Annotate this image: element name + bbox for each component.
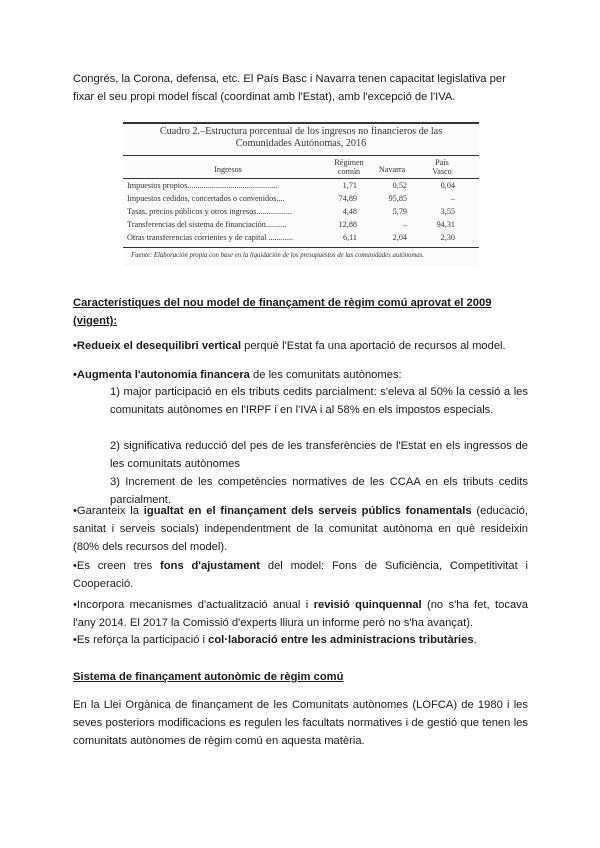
row-pais-vasco: 0,04 (440, 181, 455, 190)
row-pais-vasco: 94,31 (436, 220, 455, 229)
row-regimen: 1,71 (342, 181, 357, 190)
bullet-text: (educació, sanitat i serveis socials) independentment de la comunitat autònoma en què resideixin (80% dels recursos del model). (73, 505, 528, 554)
bullet-text: •Garanteix la (73, 505, 144, 517)
table-bottom-rule (123, 247, 479, 248)
table-row (123, 207, 479, 219)
bullet-text: (no s'ha fet, tocava l'any 2014. El 2017 la Comissió d'experts lliura un informe però no s'ha avançat). (73, 599, 528, 630)
table-caption (123, 126, 479, 149)
bullet-financial-autonomy (73, 366, 528, 384)
bullet-vertical-imbalance (73, 337, 528, 355)
table-header-bottom-rule (123, 178, 479, 179)
sub-item-2: 2) significativa reducció del pes de les transferències de l'Estat en els ingressos de les comunitats autònomes (110, 440, 528, 471)
row-pais-vasco: – (450, 194, 455, 203)
table-figure (123, 122, 479, 266)
row-label: Impuestos cedidos, concertados o convenidos.... (127, 194, 285, 203)
row-navarra: 95,85 (388, 194, 407, 203)
table-row (123, 194, 479, 206)
header-pais-vasco: País Vasco (432, 158, 452, 176)
row-regimen: 74,89 (338, 194, 357, 203)
row-regimen: 6,11 (342, 233, 357, 242)
row-label: Tasas, precios públicos y otros ingresos................. (127, 207, 292, 216)
table-row (123, 220, 479, 232)
sub-item-1: 1) major participació en els tributs cedits parcialment: s'eleva al 50% la cessió a les comunitats autònomes en l'IRPF i en l'IVA i al 58% en els impostos especials. (110, 386, 528, 417)
bullet-equality (73, 502, 528, 557)
section2-heading: Sistema de finançament autonòmic de règim comú (73, 671, 344, 683)
row-pais-vasco: 3,55 (440, 207, 455, 216)
table-row (123, 233, 479, 245)
row-label: Otras transferencias corrientes y de capital ............ (127, 233, 293, 242)
table-top-rule (123, 122, 479, 124)
bullet-text: del model: Fons de Suficiència, Competitivitat i Cooperació. (73, 560, 528, 591)
section1-heading-line-1: Característiques del nou model de finançament de règim comú aprovat el 2009 (73, 297, 492, 309)
bullet-bold: revisió quinquennal (313, 599, 422, 611)
row-navarra: 5,79 (392, 207, 407, 216)
table-caption-line-2: Comunidades Autónomas, 2016 (235, 137, 367, 149)
table-row (123, 181, 479, 193)
bullet-revision (73, 596, 528, 632)
row-regimen: 4,48 (342, 207, 357, 216)
row-label: Impuestos propios............................................ (127, 181, 278, 190)
bullet-text: . (473, 634, 477, 646)
table-source: Fuente: Elaboración propia con base en la liquidación de los presupuestos de las comunidades autónomas. (131, 252, 425, 259)
bullet-collaboration (73, 631, 528, 649)
row-pais-vasco: 2,30 (440, 233, 455, 242)
bullet-text: •Es reforça la participació i (73, 634, 209, 646)
section1-heading (73, 294, 528, 330)
header-navarra: Navarra (378, 165, 406, 174)
header-regimen: Régimen común (334, 158, 364, 176)
bullet-bold: igualtat en el finançament dels serveis públics fonamentals (143, 505, 472, 517)
row-regimen: 12,88 (338, 220, 357, 229)
section1-heading-line-2: (vigent): (73, 315, 118, 328)
bullet-text: •Es creen tres (73, 560, 161, 572)
table-caption-line-1: Cuadro 2.–Estructura porcentual de los ingresos no financieros de las (159, 126, 443, 137)
header-ingresos: Ingresos (214, 165, 242, 174)
section2-paragraph: En la Llei Orgànica de finançament de les Comunitats autònomes (LOFCA) de 1980 i les seves posteriors modificacions es regulen les facultats normatives i de gestió que tenen les comunitats autònomes de règim comú en aquesta matèria. (73, 699, 528, 748)
bullet-text: •Incorpora mecanismes d'actualització anual i (73, 599, 314, 611)
row-navarra: – (402, 220, 407, 229)
intro-paragraph (73, 70, 528, 106)
intro-line-2: fixar el seu propi model fiscal (coordinat amb l'Estat), amb l'excepció de l'IVA. (73, 91, 456, 104)
sub-item-3: 3) Increment de les competències normatives de les CCAA en els tributs cedits parcialment. (110, 476, 528, 507)
bullet-bold: •Redueix el desequilibri vertical (73, 340, 242, 352)
table-header-top-rule (123, 155, 479, 156)
bullet-text: perquè l'Estat fa una aportació de recursos al model. (241, 340, 506, 352)
row-navarra: 0,52 (392, 181, 407, 190)
bullet-bold: fons d'ajustament (160, 560, 261, 572)
row-label: Transferencias del sistema de financiación.......... (127, 220, 287, 229)
bullet-adjustment-funds (73, 557, 528, 593)
bullet-bold: col·laboració entre les administracions tributàries (208, 634, 474, 646)
intro-line-1: Congrés, la Corona, defensa, etc. El País Basc i Navarra tenen capacitat legislativa per (73, 73, 506, 85)
bullet-text: de les comunitats autònomes: (249, 369, 402, 381)
row-navarra: 2,04 (392, 233, 407, 242)
bullet-bold: •Augmenta l'autonomia financera (73, 369, 250, 381)
